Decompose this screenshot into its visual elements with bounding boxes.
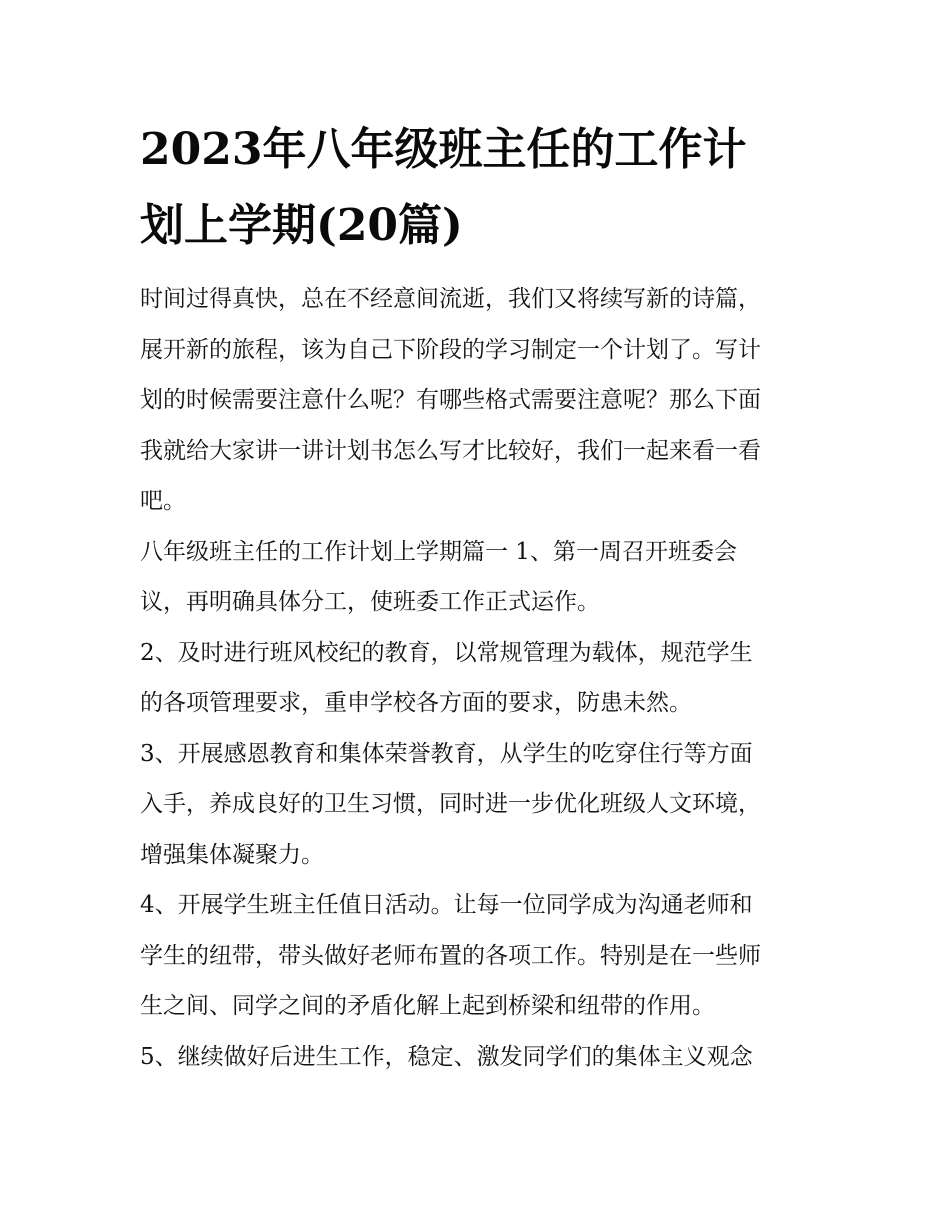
plan-item-2-paragraph xyxy=(140,628,812,729)
text-line: 八年级班主任的工作计划上学期篇一 1、第一周召开班委会 xyxy=(140,538,737,565)
intro-paragraph xyxy=(140,274,812,527)
title-line: 2023年八年级班主任的工作计 xyxy=(140,124,747,175)
text-line: 4、开展学生班主任值日活动。让每一位同学成为沟通老师和 xyxy=(140,892,753,918)
title-line: 划上学期(20篇) xyxy=(140,200,463,251)
text-line: 议，再明确具体分工，使班委工作正式运作。 xyxy=(140,589,600,615)
plan-item-4-paragraph xyxy=(140,880,812,1032)
text-line: 吧。 xyxy=(140,488,186,514)
text-line: 的各项管理要求，重申学校各方面的要求，防患未然。 xyxy=(140,690,692,716)
text-line: 时间过得真快，总在不经意间流逝，我们又将续写新的诗篇， xyxy=(140,286,761,312)
text-line: 5、继续做好后进生工作，稳定、激发同学们的集体主义观念 xyxy=(140,1043,753,1070)
text-line: 我就给大家讲一讲计划书怎么写才比较好，我们一起来看一看 xyxy=(140,437,761,464)
text-line: 增强集体凝聚力。 xyxy=(140,841,324,868)
text-line: 2、及时进行班风校纪的教育，以常规管理为载体，规范学生 xyxy=(140,639,753,666)
text-line: 入手，养成良好的卫生习惯，同时进一步优化班级人文环境， xyxy=(140,791,761,817)
plan-item-1-paragraph xyxy=(140,527,812,628)
plan-item-5-paragraph xyxy=(140,1032,812,1083)
document-title xyxy=(140,112,812,264)
text-line: 3、开展感恩教育和集体荣誉教育，从学生的吃穿住行等方面 xyxy=(140,740,753,767)
text-line: 学生的纽带，带头做好老师布置的各项工作。特别是在一些师 xyxy=(140,942,761,969)
text-line: 展开新的旅程，该为自己下阶段的学习制定一个计划了。写计 xyxy=(140,336,761,363)
document-body xyxy=(140,112,812,1082)
text-line: 生之间、同学之间的矛盾化解上起到桥梁和纽带的作用。 xyxy=(140,993,715,1019)
text-line: 划的时候需要注意什么呢？有哪些格式需要注意呢？那么下面 xyxy=(140,387,761,413)
plan-item-3-paragraph xyxy=(140,729,812,881)
